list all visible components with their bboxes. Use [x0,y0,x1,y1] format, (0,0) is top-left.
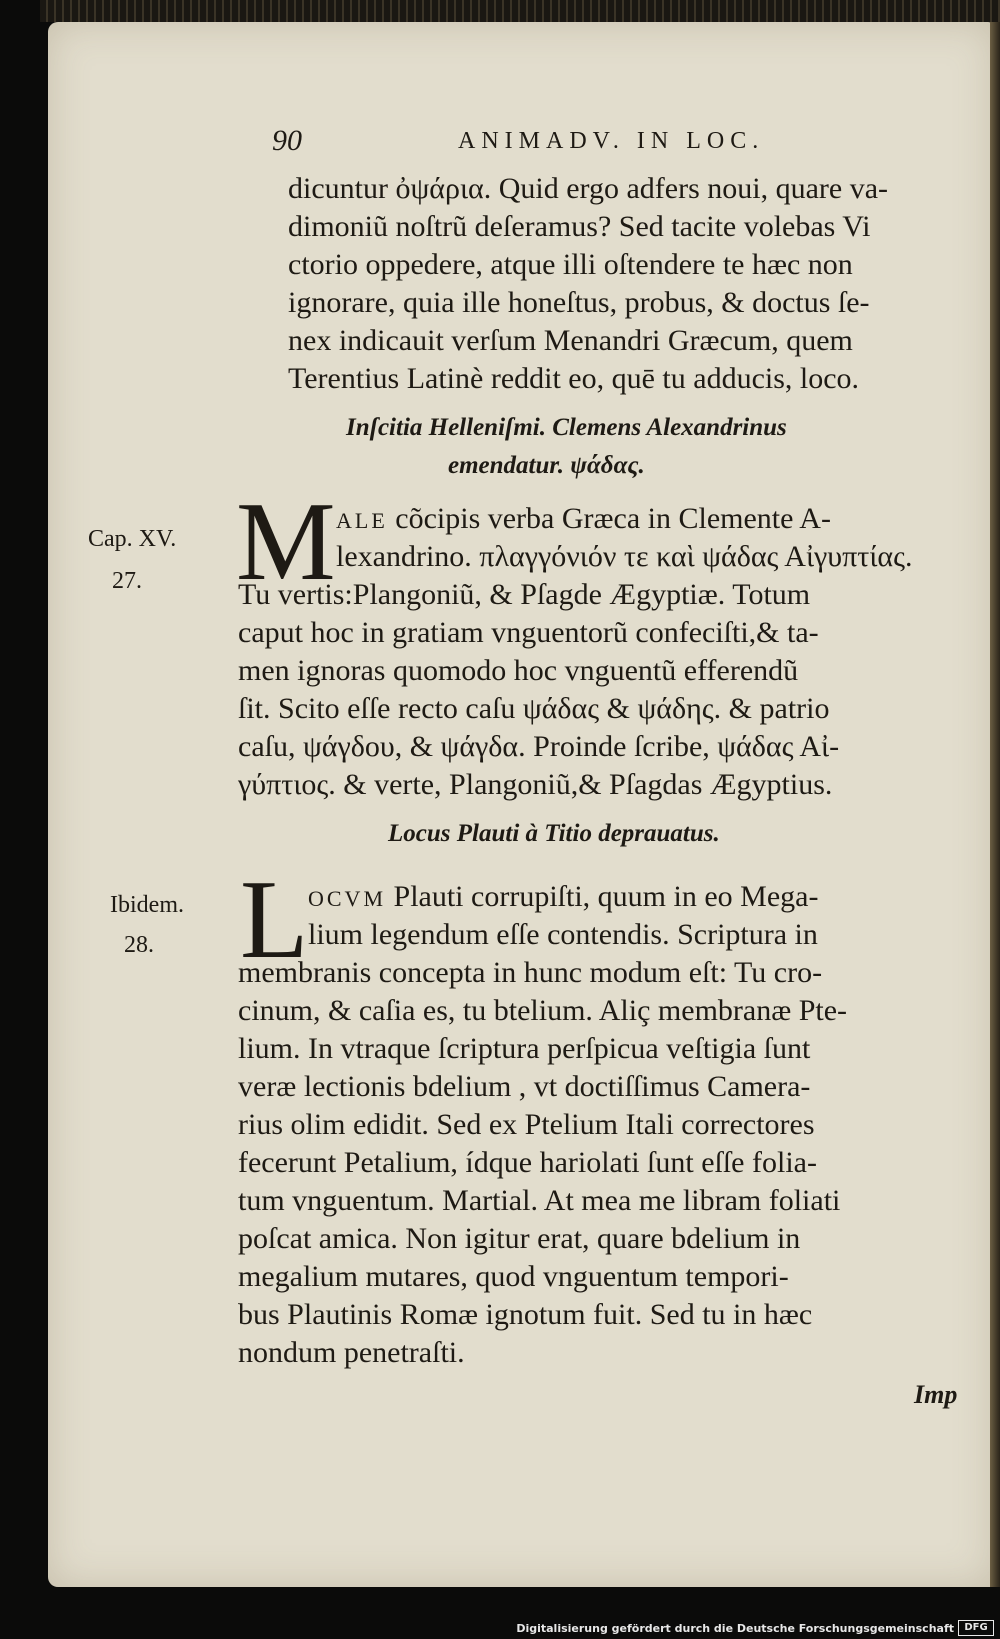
text-line-rest: cõcipis verba Græca in Clemente A- [395,502,831,535]
text-line: caſu, ψάγδου, & ψάγδα. Proinde ſcribe, ψάδας Αἰ- [238,730,840,763]
section-heading: Locus Plauti à Titio deprauatus. [388,820,720,847]
text-line: men ignoras quomodo hoc vnguentũ efferendũ [238,654,799,687]
text-line-rest: Plauti corrupiſti, quum in eo Mega- [393,880,819,913]
text-line: megalium mutares, quod vnguentum tempori- [238,1260,789,1293]
text-line: rius olim edidit. Sed ex Ptelium Itali correctores [238,1108,815,1141]
catchword: Imp [914,1380,958,1409]
text-line: lium. In vtraque ſcriptura perſpicua veſtigia ſunt [238,1032,811,1065]
page-header [48,124,994,164]
margin-note: 27. [112,568,142,594]
text-line: lexandrino. πλαγγόνιόν τε καὶ ψάδας Αἰγυπτίας. [336,540,913,573]
text-line: Tu vertis:Plangoniũ, & Pſagde Ægyptiæ. Totum [238,578,811,611]
text-line: ignorare, quia ille honeſtus, probus, & doctus ſe- [288,286,870,319]
text-line: γύπτιος. & verte, Plangoniũ,& Pſagdas Ægyptius. [238,768,833,801]
text-line: bus Plautinis Romæ ignotum fuit. Sed tu in hæc [238,1298,813,1331]
text-line: cinum, & caſia es, tu btelium. Aliç membranæ Pte- [238,994,848,1027]
text-line: nondum penetraſti. [238,1336,465,1369]
text-line: dimoniũ noſtrũ deſeramus? Sed tacite volebas Vi [288,210,871,243]
text-line: nex indicauit verſum Menandri Græcum, quem [288,324,853,357]
section-heading: Inſcitia Helleniſmi. Clemens Alexandrinus [346,414,787,441]
drop-capital: M [236,480,336,604]
text-line: poſcat amica. Non igitur erat, quare bdelium in [238,1222,801,1255]
margin-note: Ibidem. [110,892,184,918]
text-line [308,878,818,918]
text-line: ſit. Scito eſſe recto caſu ψάδας & ψάδης. & patrio [238,692,830,725]
text-line: dicuntur ὀψάρια. Quid ergo adfers noui, quare va- [288,172,889,205]
digitization-credit: Digitalisierung gefördert durch die Deutsche Forschungsgemeinschaft [516,1622,954,1635]
text-line: tum vnguentum. Martial. At mea me libram foliati [238,1184,841,1217]
text-line: ctorio oppedere, atque illi oſtendere te hæc non [288,248,853,281]
page-side-edge [990,22,1000,1587]
running-title: ANIMADV. IN LOC. [458,128,765,154]
text-line: veræ lectionis bdelium , vt doctiſſimus Camera- [238,1070,811,1103]
first-word: ALE [336,508,388,533]
text-line [336,500,831,540]
text-line: lium legendum eſſe contendis. Scriptura in [308,918,818,951]
margin-note: 28. [124,932,154,958]
text-line: fecerunt Petalium, ídque hariolati ſunt eſſe folia- [238,1146,817,1179]
dfg-logo: DFG [958,1620,994,1636]
page-top-edge [40,0,1000,22]
text-line: membranis concepta in hunc modum eſt: Tu cro- [238,956,823,989]
first-word: OCVM [308,886,387,911]
text-line: Terentius Latinè reddit eo, quē tu adducis, loco. [288,362,860,395]
drop-capital: L [240,858,309,982]
book-page [48,22,994,1587]
page-number: 90 [272,124,302,157]
section-heading: emendatur. ψάδας. [448,452,645,479]
margin-note: Cap. XV. [88,526,177,552]
text-line: caput hoc in gratiam vnguentorũ confeciſti,& ta- [238,616,819,649]
